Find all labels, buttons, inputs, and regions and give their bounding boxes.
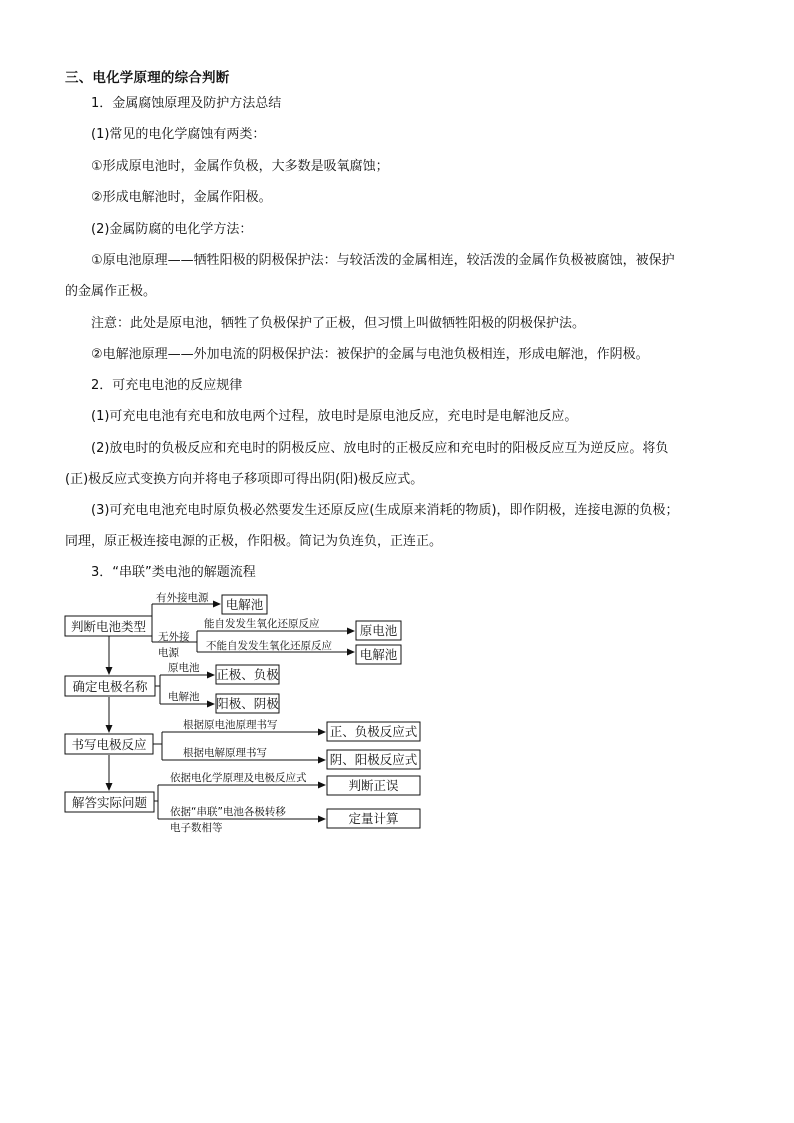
label-by-electrolysis: 根据电解原理书写 (183, 747, 267, 759)
label-by-galvanic: 根据原电池原理书写 (183, 719, 278, 731)
result-electrolytic-2: 电解池 (359, 647, 398, 662)
paragraph-2-2: (2)放电时的负极反应和充电时的阴极反应、放电时的正极反应和充电时的阳极反应互为逆反应。将负 (91, 441, 669, 456)
result-electrolytic-1: 电解池 (225, 597, 264, 612)
paragraph-2-title: 2．可充电电池的反应规律 (91, 378, 243, 393)
paragraph-2-1: (1)可充电电池有充电和放电两个过程，放电时是原电池反应，充电时是电解池反应。 (91, 409, 578, 424)
paragraph-1-title: 1．金属腐蚀原理及防护方法总结 (91, 96, 282, 111)
step4-text: 解答实际问题 (71, 795, 148, 810)
result-judge: 判断正误 (348, 778, 399, 793)
paragraph-1-1: (1)常见的电化学腐蚀有两类： (91, 127, 266, 142)
result-pos-neg-eq: 正、负极反应式 (329, 724, 418, 739)
label-galvanic: 原电池 (168, 662, 200, 674)
label-by-series-2: 电子数相等 (170, 822, 223, 834)
paragraph-1-1-b: ②形成电解池时，金属作阳极。 (91, 190, 272, 205)
result-anode-cathode-eq: 阴、阳极反应式 (329, 752, 418, 767)
paragraph-2-2-cont: (正)极反应式变换方向并将电子移项即可得出阴(阳)极反应式。 (65, 472, 424, 487)
label-external-power: 有外接电源 (156, 592, 209, 604)
paragraph-1-2: (2)金属防腐的电化学方法： (91, 222, 253, 237)
step2-text: 确定电极名称 (72, 679, 148, 694)
label-by-principle: 依据电化学原理及电极反应式 (170, 772, 307, 784)
label-by-series-1: 依据“串联”电池各极转移 (170, 806, 286, 818)
paragraph-note: 注意：此处是原电池，牺牲了负极保护了正极，但习惯上叫做牺牲阳极的阴极保护法。 (91, 316, 586, 331)
paragraph-2-3-cont: 同理，原正极连接电源的正极，作阳极。简记为负连负，正连正。 (65, 534, 443, 549)
paragraph-3-title: 3．“串联”类电池的解题流程 (91, 565, 256, 580)
result-calc: 定量计算 (348, 811, 399, 826)
step1-text: 判断电池类型 (70, 619, 147, 634)
section-title: 三、电化学原理的综合判断 (65, 70, 230, 86)
label-no-external-1: 无外接 (158, 631, 190, 643)
result-galvanic: 原电池 (359, 623, 398, 638)
label-electrolytic: 电解池 (168, 691, 200, 703)
paragraph-1-2-b: ②电解池原理——外加电流的阴极保护法：被保护的金属与电池负极相连，形成电解池，作阴极。 (91, 347, 649, 362)
label-non-spontaneous: 不能自发发生氧化还原反应 (206, 640, 332, 652)
paragraph-1-2-a-cont: 的金属作正极。 (65, 284, 157, 299)
paragraph-1-1-a: ①形成原电池时，金属作负极，大多数是吸氧腐蚀； (91, 159, 389, 174)
step3-text: 书写电极反应 (71, 737, 147, 752)
paragraph-2-3: (3)可充电电池充电时原负极必然要发生还原反应(生成原来消耗的物质)，即作阴极，连接电源的负极； (91, 503, 679, 518)
result-pos-neg: 正极、负极 (216, 667, 279, 682)
result-anode-cathode: 阳极、阴极 (216, 696, 279, 711)
label-spontaneous: 能自发发生氧化还原反应 (204, 618, 320, 630)
label-no-external-2: 电源 (158, 647, 179, 659)
paragraph-1-2-a: ①原电池原理——牺牲阳极的阴极保护法：与较活泼的金属相连，较活泼的金属作负极被腐蚀，被保护 (91, 253, 675, 268)
